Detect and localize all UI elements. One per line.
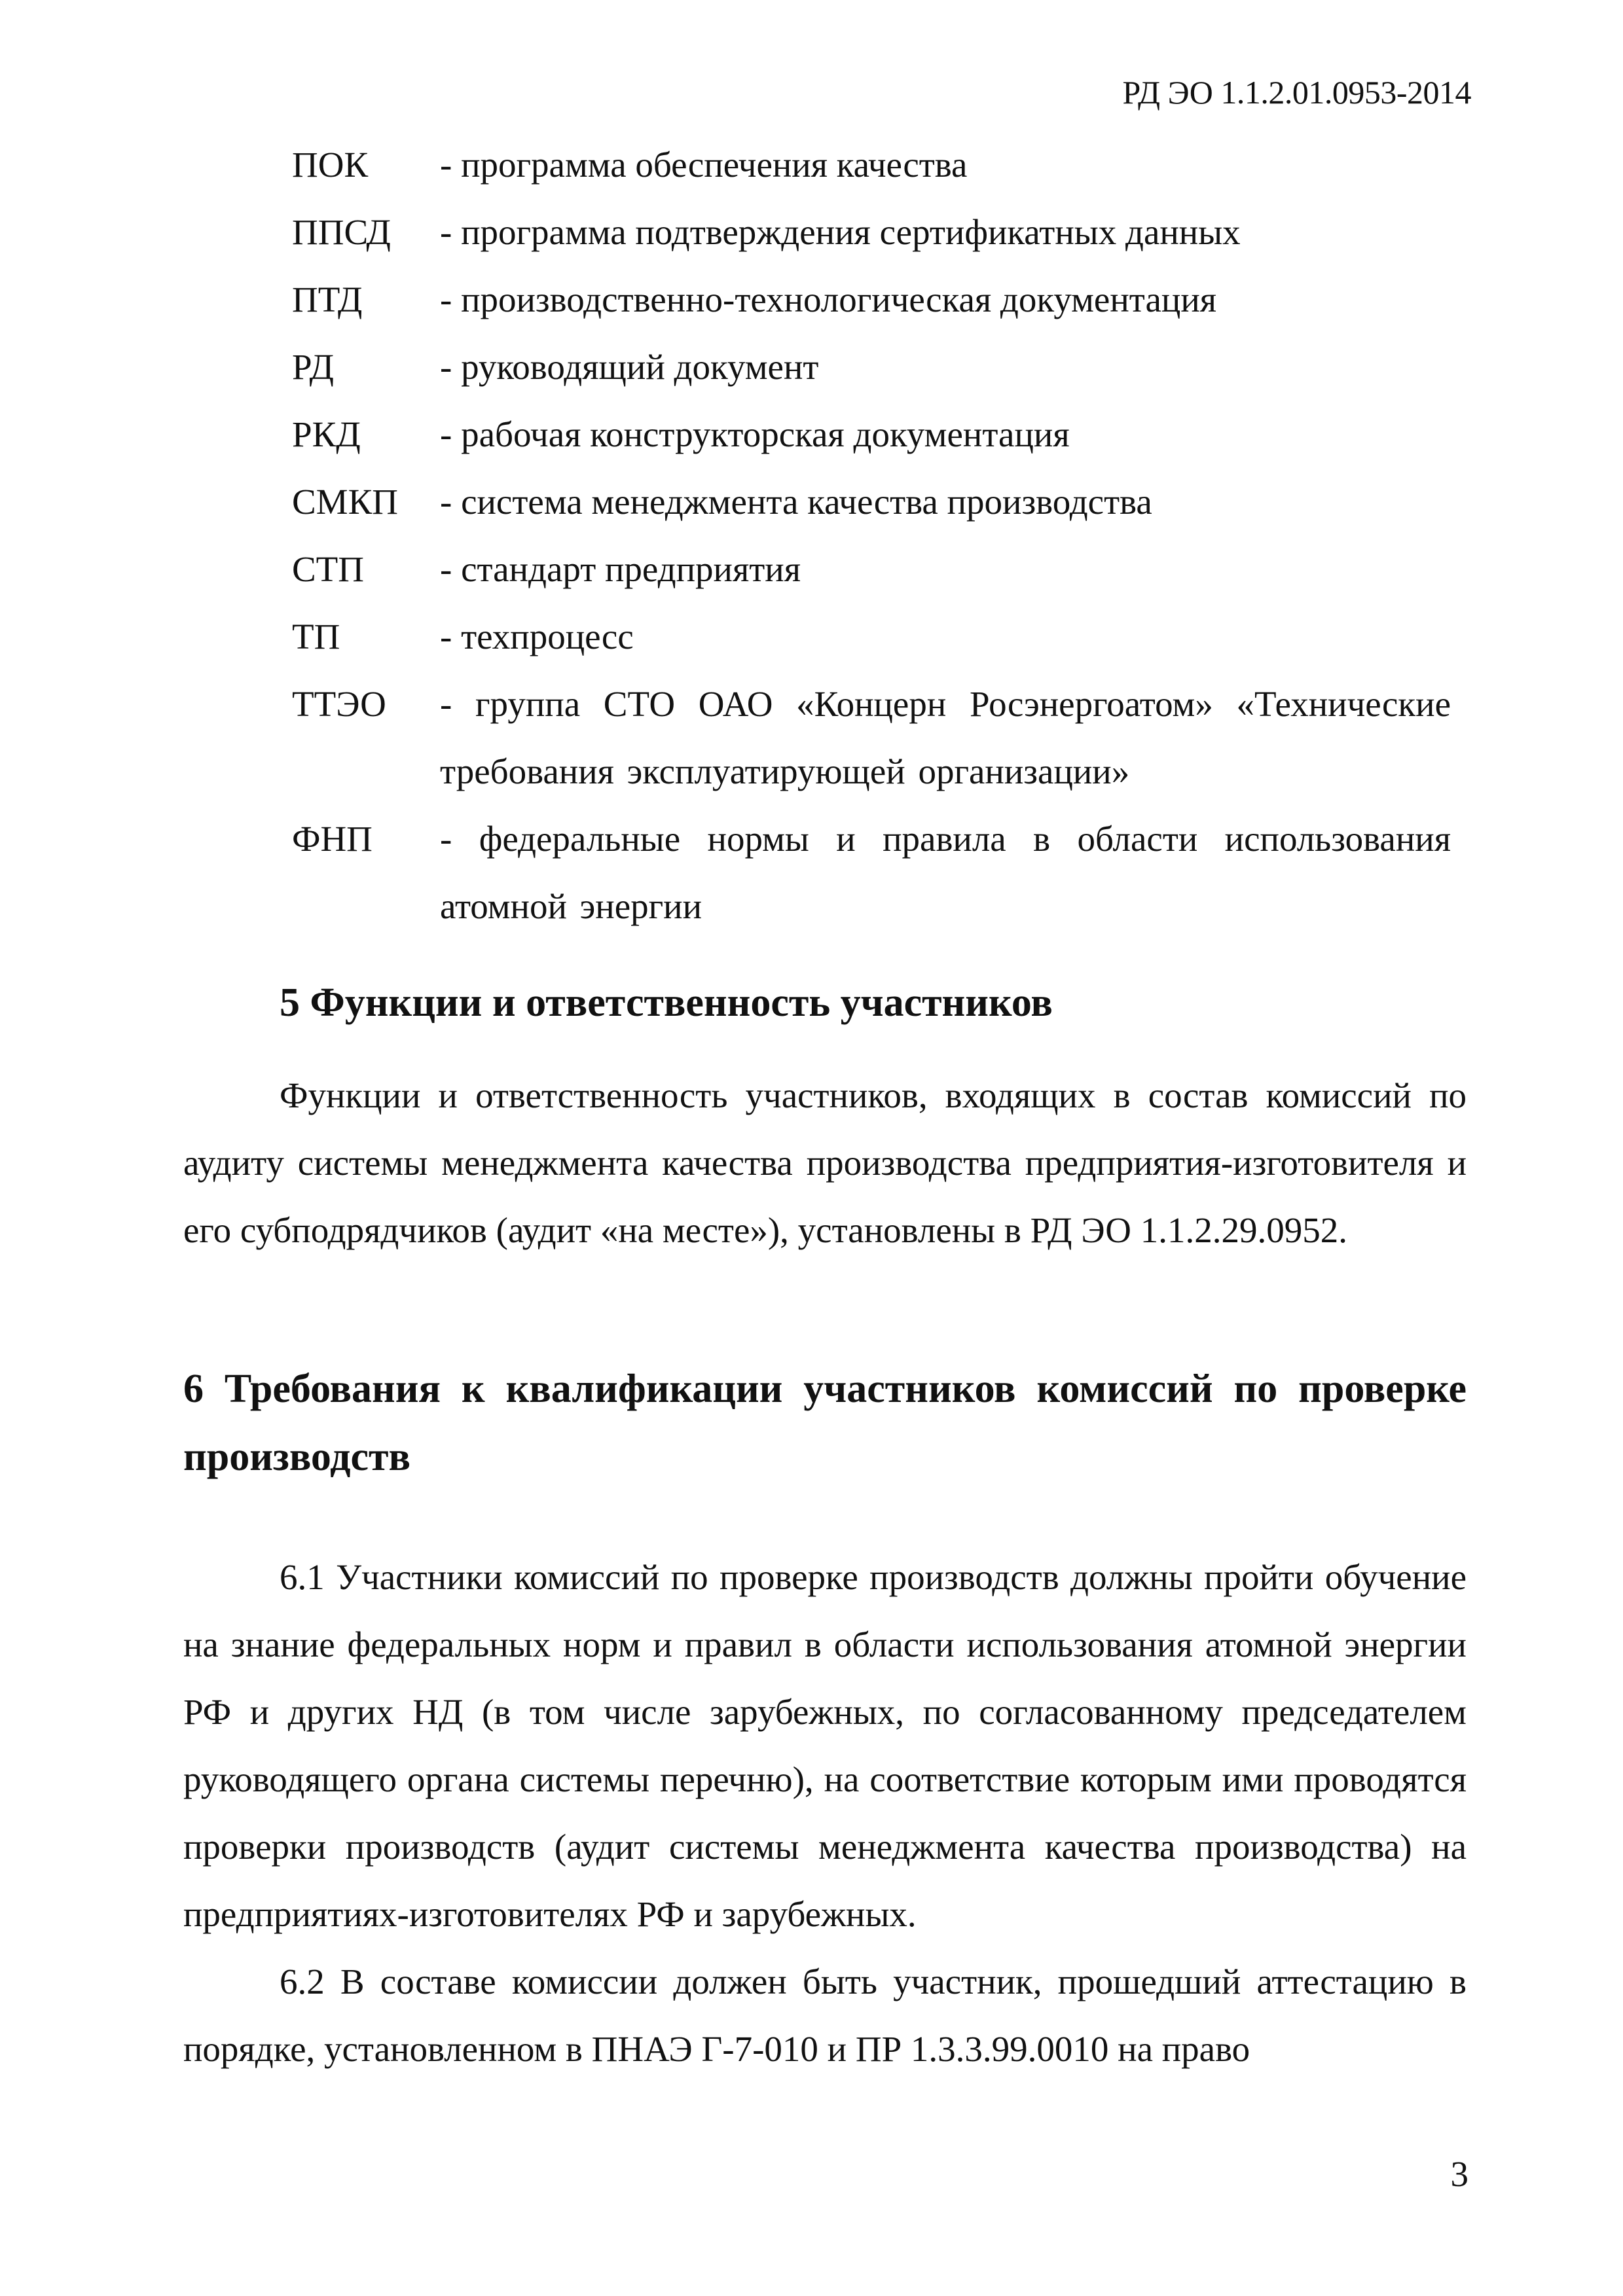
abbreviation-term: ТТЭО	[292, 684, 386, 724]
abbreviation-definition: - группа СТО ОАО «Концерн Росэнергоатом» «Технические требования эксплуатирующей организации»	[440, 684, 1451, 791]
section-6-heading: 6 Требования к квалификации участников комиссий по проверке производств	[183, 1367, 1467, 1479]
abbreviation-item	[292, 198, 1451, 266]
page-number: 3	[1450, 2154, 1468, 2194]
abbreviation-term: ПТД	[292, 279, 363, 319]
abbreviation-term: ФНП	[292, 819, 373, 859]
abbreviation-item	[292, 670, 1451, 805]
abbreviation-term: ТП	[292, 617, 340, 656]
abbreviation-definition: - программа подтверждения сертификатных данных	[440, 212, 1241, 252]
abbreviation-item	[292, 266, 1451, 333]
abbreviation-item	[292, 535, 1451, 603]
abbreviation-item	[292, 603, 1451, 670]
abbreviation-item	[292, 333, 1451, 401]
paragraph-6-1: 6.1 Участники комиссий по проверке производств должны пройти обучение на знание федеральных норм и правил в области использования атомной энергии РФ и других НД (в том числе зарубежных, по согласованному председателем руководящего органа системы перечню), на соответствие которым ими проводятся проверки производств (аудит системы менеджмента качества производства) на предприятиях-изготовителях РФ и зарубежных.	[183, 1557, 1467, 1934]
abbreviation-item	[292, 401, 1451, 468]
paragraph-6-2: 6.2 В составе комиссии должен быть участник, прошедший аттестацию в порядке, установленном в ПНАЭ Г-7-010 и ПР 1.3.3.99.0010 на право	[183, 1962, 1467, 2069]
abbreviation-term: ПОК	[292, 145, 369, 185]
abbreviation-term: СМКП	[292, 482, 398, 522]
abbreviation-definition: - рабочая конструкторская документация	[440, 414, 1070, 454]
abbreviation-item	[292, 468, 1451, 535]
abbreviation-definition: - руководящий документ	[440, 347, 819, 387]
abbreviation-term: РКД	[292, 414, 361, 454]
abbreviation-term: ППСД	[292, 212, 391, 252]
abbreviation-definition: - федеральные нормы и правила в области использования атомной энергии	[440, 819, 1451, 926]
abbreviation-definition: - программа обеспечения качества	[440, 145, 968, 185]
document-code: РД ЭО 1.1.2.01.0953-2014	[1122, 74, 1471, 111]
abbreviations-list	[292, 131, 1451, 940]
abbreviation-term: СТП	[292, 549, 364, 589]
section-5-heading: 5 Функции и ответственность участников	[280, 980, 1053, 1025]
section-5-paragraph: Функции и ответственность участников, входящих в состав комиссий по аудиту системы менеджмента качества производства предприятия-изготовителя и его субподрядчиков (аудит «на месте»), установлены в РД ЭО 1.1.2.29.0952.	[183, 1075, 1467, 1250]
abbreviation-item	[292, 131, 1451, 198]
abbreviation-term: РД	[292, 347, 334, 387]
abbreviation-definition: - система менеджмента качества производства	[440, 482, 1152, 522]
abbreviation-definition: - стандарт предприятия	[440, 549, 801, 589]
abbreviation-item	[292, 805, 1451, 940]
abbreviation-definition: - техпроцесс	[440, 617, 634, 656]
abbreviation-definition: - производственно-технологическая документация	[440, 279, 1217, 319]
